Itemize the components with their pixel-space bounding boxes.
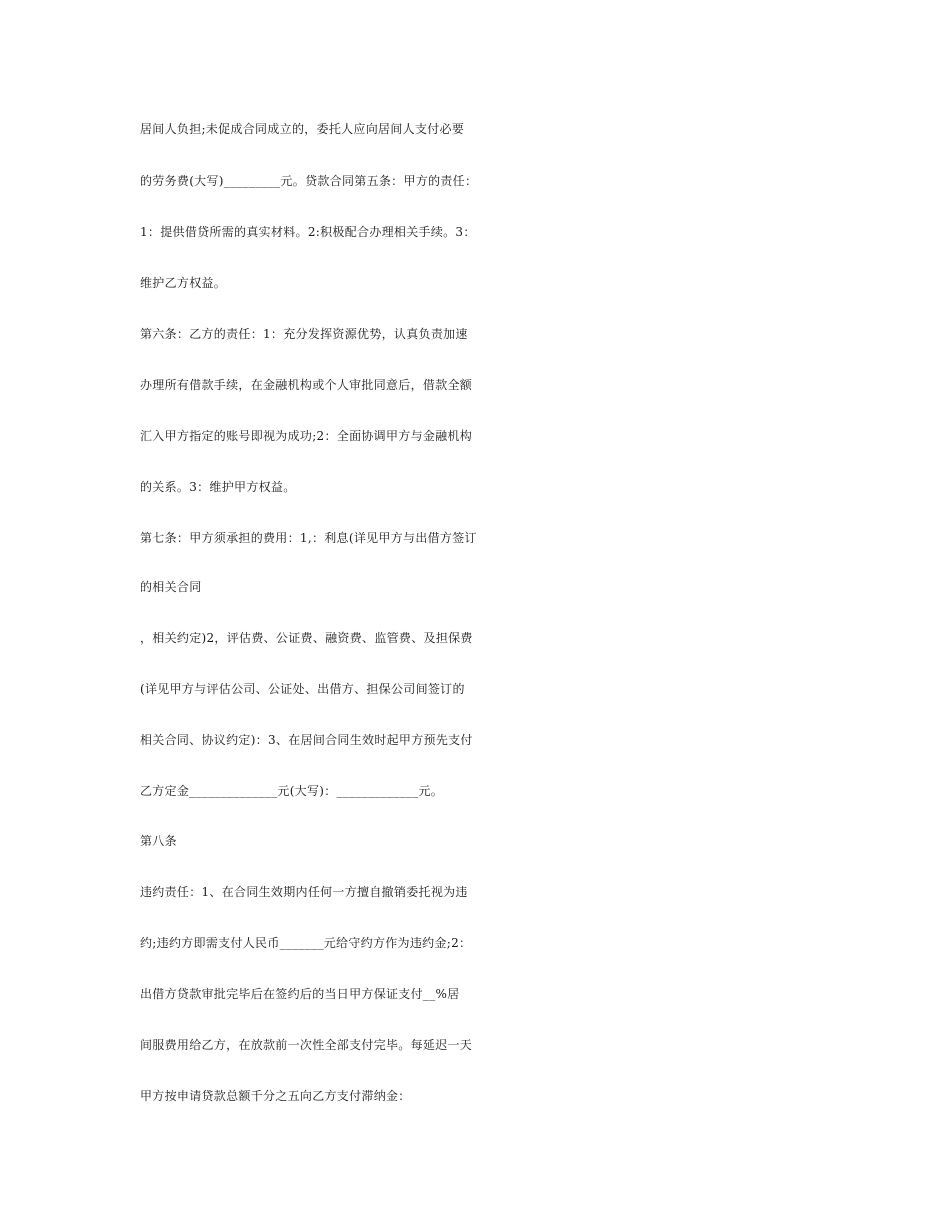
text-line-13: 相关合同、协议约定)：3、在居间合同生效时起甲方预先支付 — [140, 733, 473, 747]
text-line-7: 汇入甲方指定的账号即视为成功;2：全面协调甲方与金融机构 — [140, 429, 473, 443]
text-line-14: 乙方定金______________元(大写)：_____________元。 — [140, 784, 444, 798]
text-line-9: 第七条：甲方须承担的费用：1,：利息(详见甲方与出借方签订 — [140, 531, 477, 545]
text-line-4: 维护乙方权益。 — [140, 276, 227, 290]
text-line-15: 第八条 — [140, 834, 177, 848]
text-line-11: ，相关约定)2，评估费、公证费、融资费、监管费、及担保费 — [140, 631, 473, 645]
text-line-2: 的劳务费(大写)_________元。贷款合同第五条：甲方的责任： — [140, 174, 478, 188]
text-line-16: 违约责任：1、在合同生效期内任何一方擅自撤销委托视为违 — [140, 885, 468, 899]
text-line-3: 1：提供借贷所需的真实材料。2:积极配合办理相关手续。3： — [140, 225, 476, 239]
text-line-20: 甲方按申请贷款总额千分之五向乙方支付滞纳金： — [140, 1089, 411, 1103]
text-line-1: 居间人负担;未促成合同成立的，委托人应向居间人支付必要 — [140, 122, 465, 136]
text-line-18: 出借方贷款审批完毕后在签约后的当日甲方保证支付__%居 — [140, 987, 460, 1001]
text-line-12: (详见甲方与评估公司、公证处、出借方、担保公司间签订的 — [140, 682, 465, 696]
text-line-19: 间服费用给乙方，在放款前一次性全部支付完毕。每延迟一天 — [140, 1038, 473, 1052]
text-line-17: 约;违约方即需支付人民币_______元给守约方作为违约金;2： — [140, 936, 472, 950]
text-line-8: 的关系。3：维护甲方权益。 — [140, 480, 296, 494]
text-line-6: 办理所有借款手续，在金融机构或个人审批同意后，借款全额 — [140, 378, 473, 392]
text-line-5: 第六条：乙方的责任：1：充分发挥资源优势，认真负责加速 — [140, 327, 468, 341]
text-line-10: 的相关合同 — [140, 580, 202, 594]
